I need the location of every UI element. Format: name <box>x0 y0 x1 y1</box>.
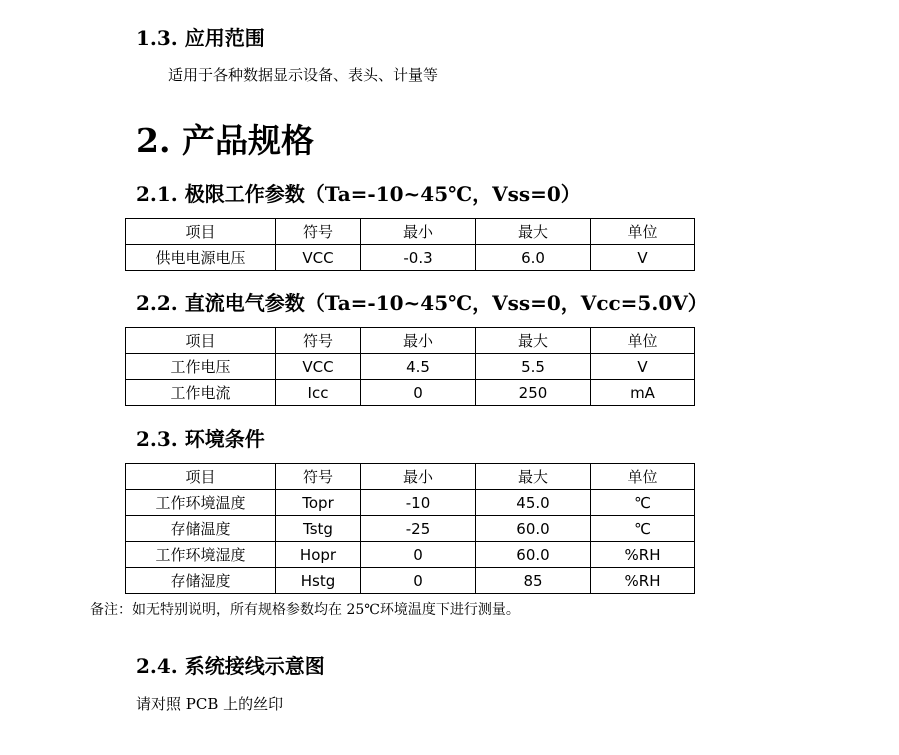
table-cell: 0 <box>361 542 476 568</box>
table-cell: 0 <box>361 568 476 594</box>
table-cell: -0.3 <box>361 245 476 271</box>
section-2-4-title: 2.4. 系统接线示意图 <box>136 654 325 678</box>
header-cell: 最小 <box>361 328 476 354</box>
header-cell: 最小 <box>361 219 476 245</box>
table-cell: -10 <box>361 490 476 516</box>
header-cell: 单位 <box>591 219 695 245</box>
table-row <box>126 245 695 271</box>
header-cell: 符号 <box>276 219 361 245</box>
section-2-1-title: 2.1. 极限工作参数（Ta=-10~45℃，Vss=0） <box>136 182 581 206</box>
table-cell: VCC <box>276 354 361 380</box>
header-cell: 项目 <box>126 464 276 490</box>
header-cell: 最小 <box>361 464 476 490</box>
dc-electrical-table <box>125 327 695 406</box>
table-row <box>126 354 695 380</box>
table-cell: Hopr <box>276 542 361 568</box>
table-cell: VCC <box>276 245 361 271</box>
table-row <box>126 568 695 594</box>
table-cell: %RH <box>591 542 695 568</box>
header-cell: 符号 <box>276 464 361 490</box>
table-row <box>126 380 695 406</box>
table-cell: ℃ <box>591 490 695 516</box>
table-cell: 存储湿度 <box>126 568 276 594</box>
table-cell: 存储温度 <box>126 516 276 542</box>
table-cell: %RH <box>591 568 695 594</box>
header-cell: 单位 <box>591 464 695 490</box>
footnote: 备注：如无特别说明，所有规格参数均在 25℃环境温度下进行测量。 <box>90 602 520 618</box>
table-header-row <box>126 464 695 490</box>
section-1-3-title: 1.3. 应用范围 <box>136 26 265 50</box>
table-cell: 5.5 <box>476 354 591 380</box>
table-cell: 6.0 <box>476 245 591 271</box>
section-1-3-text: 适用于各种数据显示设备、表头、计量等 <box>168 66 439 84</box>
header-cell: 项目 <box>126 219 276 245</box>
table-row <box>126 542 695 568</box>
header-cell: 单位 <box>591 328 695 354</box>
environment-table <box>125 463 695 594</box>
table-cell: 供电电源电压 <box>126 245 276 271</box>
table-cell: 工作环境温度 <box>126 490 276 516</box>
table-cell: 85 <box>476 568 591 594</box>
table-cell: 60.0 <box>476 542 591 568</box>
table-cell: 45.0 <box>476 490 591 516</box>
table-cell: V <box>591 245 695 271</box>
header-cell: 最大 <box>476 219 591 245</box>
absolute-max-table <box>125 218 695 271</box>
table-cell: Tstg <box>276 516 361 542</box>
table-row <box>126 516 695 542</box>
section-2-4-text: 请对照 PCB 上的丝印 <box>136 695 284 713</box>
table-cell: -25 <box>361 516 476 542</box>
table-cell: 工作环境湿度 <box>126 542 276 568</box>
table-cell: Icc <box>276 380 361 406</box>
table-cell: mA <box>591 380 695 406</box>
header-cell: 最大 <box>476 464 591 490</box>
section-2-title: 2. 产品规格 <box>136 121 314 160</box>
header-cell: 符号 <box>276 328 361 354</box>
header-cell: 项目 <box>126 328 276 354</box>
section-2-3-title: 2.3. 环境条件 <box>136 427 265 451</box>
table-cell: 60.0 <box>476 516 591 542</box>
table-cell: 0 <box>361 380 476 406</box>
table-cell: 250 <box>476 380 591 406</box>
header-cell: 最大 <box>476 328 591 354</box>
table-cell: 工作电流 <box>126 380 276 406</box>
table-cell: V <box>591 354 695 380</box>
table-header-row <box>126 328 695 354</box>
table-header-row <box>126 219 695 245</box>
table-cell: 工作电压 <box>126 354 276 380</box>
table-cell: ℃ <box>591 516 695 542</box>
section-2-2-title: 2.2. 直流电气参数（Ta=-10~45℃，Vss=0，Vcc=5.0V） <box>136 291 708 315</box>
table-cell: Hstg <box>276 568 361 594</box>
table-row <box>126 490 695 516</box>
table-cell: 4.5 <box>361 354 476 380</box>
table-cell: Topr <box>276 490 361 516</box>
